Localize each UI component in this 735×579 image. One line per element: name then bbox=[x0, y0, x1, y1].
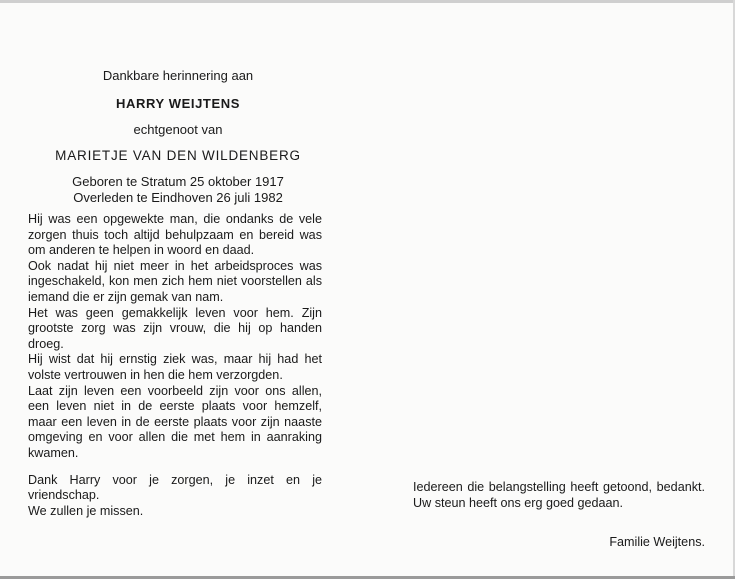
paragraph: We zullen je missen. bbox=[28, 503, 144, 518]
paragraph: Laat zijn leven een voorbeeld zijn voor ons allen, een leven niet in de eerste plaats voor hemzelf, maar een leven in de eerste plaats voor zijn naaste omgeving en voor allen die met hem in aanraking kwamen. bbox=[28, 383, 322, 460]
birth-line: Geboren te Stratum 25 oktober 1917 bbox=[72, 174, 284, 189]
paragraph: Ook nadat hij niet meer in het arbeidsproces was ingeschakeld, kon men zich hem niet voorstellen als iemand die er zijn gemak van nam. bbox=[28, 258, 322, 304]
paragraph: Het was geen gemakkelijk leven voor hem. Zijn grootste zorg was zijn vrouw, die hij op handen droeg. bbox=[28, 305, 322, 351]
spouse-name: MARIETJE VAN DEN WILDENBERG bbox=[55, 148, 301, 163]
card-top-edge bbox=[0, 0, 735, 3]
dates-block bbox=[28, 174, 328, 206]
thanks-text: Iedereen die belangstelling heeft getoond, bedankt. Uw steun heeft ons erg goed gedaan. bbox=[413, 480, 705, 510]
spacer bbox=[28, 462, 322, 473]
paragraph: Hij was een opgewekte man, die ondanks de vele zorgen thuis toch altijd behulpzaam en bereid was om anderen te helpen in woord en daad. bbox=[28, 212, 322, 258]
death-line: Overleden te Eindhoven 26 juli 1982 bbox=[73, 190, 283, 205]
paragraph: Hij wist dat hij ernstig ziek was, maar hij had het volste vertrouwen in hen die hem verzorgden. bbox=[28, 352, 322, 382]
relation-line: echtgenoot van bbox=[133, 122, 223, 137]
tribute-text bbox=[28, 212, 322, 519]
family-signature: Familie Weijtens. bbox=[609, 535, 705, 549]
paragraph: Dank Harry voor je zorgen, je inzet en je vriendschap. bbox=[28, 472, 322, 503]
deceased-name: HARRY WEIJTENS bbox=[116, 96, 240, 111]
intro-line: Dankbare herinnering aan bbox=[102, 68, 254, 83]
